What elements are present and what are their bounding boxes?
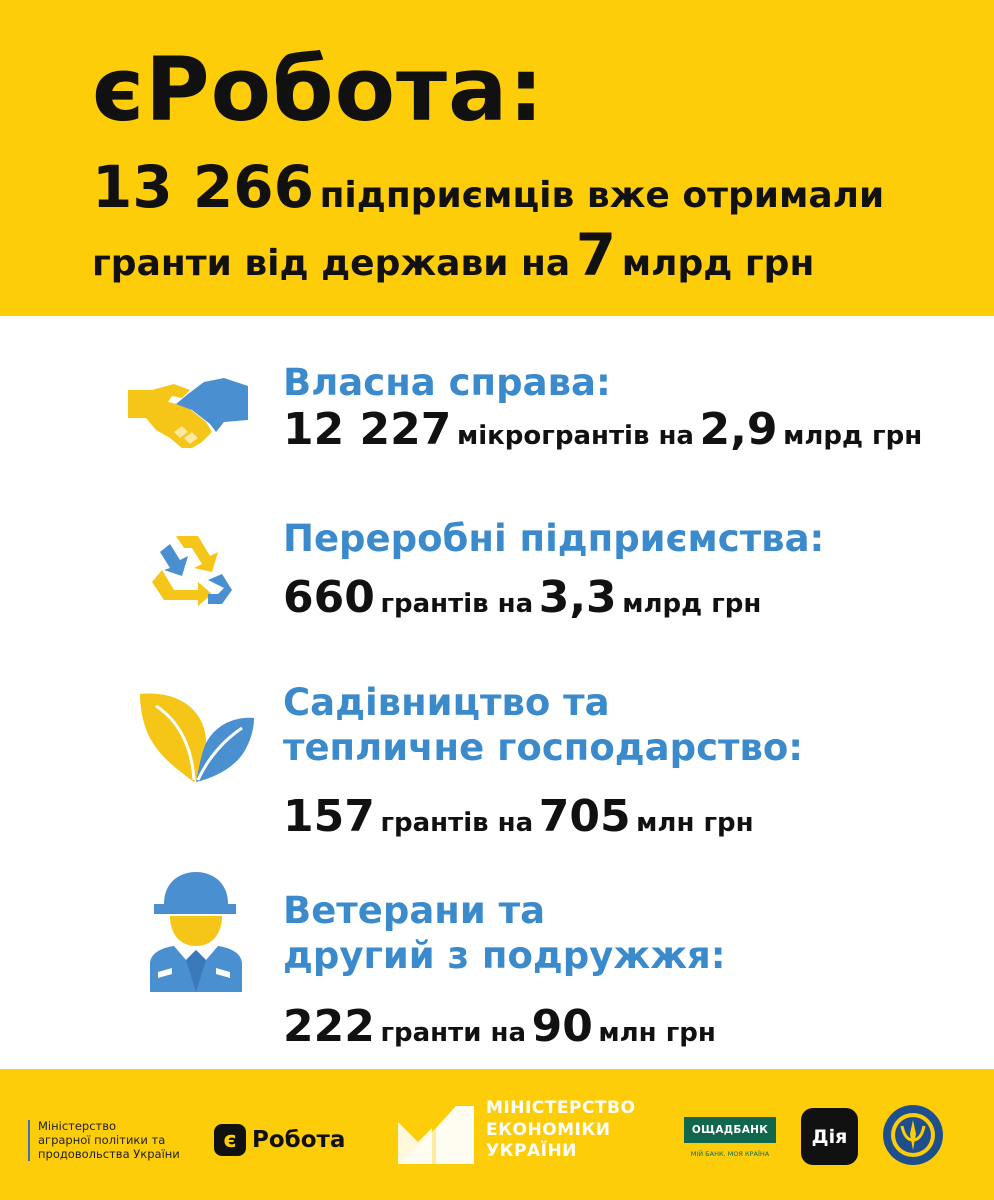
category-title-line: тепличне господарство: (283, 726, 804, 770)
stat-gardening (283, 791, 754, 842)
grant-count: 12 227 (283, 404, 452, 455)
grant-amount: 3,3 (538, 572, 617, 623)
ministry-economy-line: УКРАЇНИ (486, 1141, 577, 1162)
grant-amount: 90 (531, 1001, 593, 1052)
grant-amount: 2,9 (699, 404, 778, 455)
grant-count-label: грантів на (380, 808, 534, 838)
category-title-veterans (283, 888, 726, 978)
grant-amount-unit: млрд грн (622, 589, 762, 619)
category-title-line: Садівництво та (283, 681, 610, 724)
headline-line-1 (92, 153, 885, 221)
oschadbank-name: ОЩАДБАНК (684, 1117, 776, 1143)
page-title: єРобота: (92, 38, 545, 141)
category-title-line: Власна справа: (283, 361, 611, 404)
employment-service-emblem-icon (882, 1104, 944, 1166)
total-amount-unit: млрд грн (621, 243, 815, 284)
ministry-economy-line: МІНІСТЕРСТВО (486, 1098, 636, 1118)
total-amount: 7 (575, 221, 617, 289)
grant-count: 157 (283, 791, 375, 842)
erobota-logo (214, 1123, 345, 1157)
grant-amount-unit: млн грн (636, 808, 754, 838)
ministry-agro-line: аграрної політики та (38, 1132, 166, 1147)
category-title-line: Ветерани та (283, 889, 546, 932)
category-title-gardening (283, 680, 803, 770)
recycle-icon (146, 530, 236, 610)
erobota-letter: є (214, 1124, 246, 1156)
erobota-name: Робота (252, 1127, 346, 1153)
ministry-agro-line: Міністерство (38, 1119, 117, 1133)
sprout-icon (138, 690, 256, 784)
grant-count-label: мікрогрантів на (456, 421, 694, 451)
ministry-agro-line: продовольства України (38, 1146, 180, 1161)
entrepreneurs-count: 13 266 (92, 153, 314, 221)
ministry-agro-logo (28, 1120, 208, 1161)
headline-line-2 (92, 221, 815, 289)
category-title-line: Переробні підприємства: (283, 517, 825, 560)
soldier-icon (146, 868, 242, 992)
stat-veterans (283, 1001, 716, 1052)
grant-count: 660 (283, 572, 375, 623)
ministry-economy-emblem-icon (396, 1100, 476, 1166)
category-title-processing (283, 516, 824, 561)
grant-amount: 705 (538, 791, 631, 842)
oschadbank-logo (684, 1117, 776, 1165)
ministry-economy-logo (486, 1098, 635, 1163)
category-title-own-business (283, 360, 611, 405)
grant-amount-unit: млн грн (598, 1018, 716, 1048)
ministry-economy-line: ЕКОНОМІКИ (486, 1119, 611, 1140)
grant-amount-unit: млрд грн (783, 421, 923, 451)
headline-text-2: гранти від держави на (92, 243, 571, 284)
stat-own-business (283, 404, 923, 455)
grant-count: 222 (283, 1001, 375, 1052)
category-title-line: другий з подружжя: (283, 934, 726, 978)
grant-count-label: гранти на (380, 1018, 526, 1048)
diia-logo: Дія (801, 1108, 858, 1165)
handshake-icon (126, 376, 250, 450)
grant-count-label: грантів на (380, 589, 534, 619)
headline-text-1: підприємців вже отримали (319, 175, 885, 216)
stat-processing (283, 572, 762, 623)
oschadbank-slogan: МІЙ БАНК. МОЯ КРАЇНА (684, 1143, 776, 1165)
